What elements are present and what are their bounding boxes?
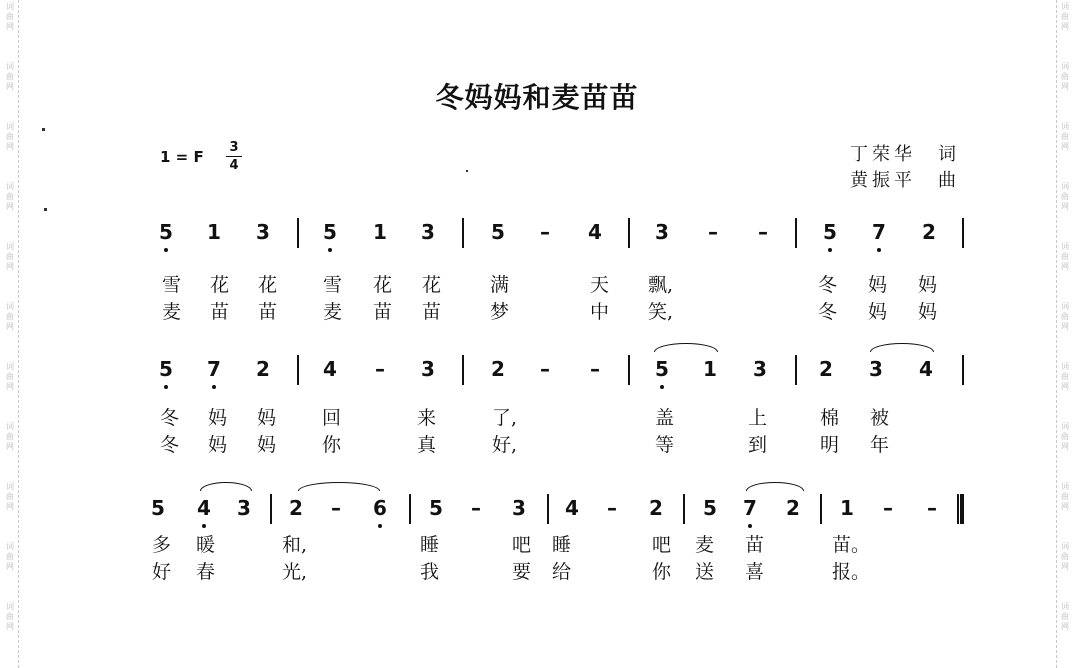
lyric-verse1: 麦	[695, 534, 715, 556]
note: 5	[151, 496, 165, 520]
note: 6	[373, 496, 387, 520]
watermark-char: 曲	[1061, 12, 1069, 21]
lyric-verse2: 冬	[818, 301, 838, 323]
lyric-verse1: 妈	[918, 274, 938, 296]
lyric-verse1: 满	[490, 274, 510, 296]
low-octave-dot	[328, 248, 332, 252]
watermark-char: 网	[1061, 382, 1069, 391]
watermark-char: 网	[1061, 442, 1069, 451]
note: 5	[703, 496, 717, 520]
time-signature	[226, 140, 242, 173]
barline	[962, 218, 964, 248]
final-barline	[960, 494, 964, 524]
note: –	[590, 357, 600, 381]
low-octave-dot	[877, 248, 881, 252]
watermark-char: 曲	[1061, 252, 1069, 261]
watermark-char: 网	[6, 82, 14, 91]
note: 3	[869, 357, 883, 381]
note: 5	[823, 220, 837, 244]
note: 3	[256, 220, 270, 244]
lyric-verse2: 送	[695, 561, 715, 583]
watermark-char: 词	[1061, 542, 1069, 551]
watermark-char: 词	[1061, 482, 1069, 491]
watermark-char: 词	[1061, 122, 1069, 131]
note: 4	[323, 357, 337, 381]
lyric-verse2: 我	[420, 561, 440, 583]
watermark-char: 网	[6, 262, 14, 271]
lyric-verse1: 妈	[257, 407, 277, 429]
watermark-char: 曲	[6, 132, 14, 141]
watermark-char: 网	[1061, 502, 1069, 511]
watermark-char: 网	[1061, 22, 1069, 31]
lyric-verse2: 麦	[162, 301, 182, 323]
lyric-verse2: 你	[652, 561, 672, 583]
note: –	[708, 220, 718, 244]
lyric-verse1: 多	[152, 534, 172, 556]
barline	[820, 494, 822, 524]
lyric-verse1: 花	[373, 274, 393, 296]
barline	[297, 355, 299, 385]
lyric-verse2: 好,	[492, 434, 518, 456]
lyric-verse1: 盖	[655, 407, 675, 429]
watermark-char: 网	[6, 22, 14, 31]
low-octave-dot	[164, 248, 168, 252]
lyric-verse2: 妈	[868, 301, 888, 323]
lyric-verse2: 等	[655, 434, 675, 456]
note: 3	[421, 357, 435, 381]
note: 5	[159, 357, 173, 381]
watermark-char: 词	[6, 542, 14, 551]
watermark-char: 网	[6, 322, 14, 331]
watermark-char: 网	[1061, 82, 1069, 91]
note: 7	[743, 496, 757, 520]
lyric-verse2: 苗	[258, 301, 278, 323]
lyric-verse2: 冬	[160, 434, 180, 456]
lyric-verse1: 雪	[323, 274, 343, 296]
note: –	[883, 496, 893, 520]
watermark-char: 词	[1061, 182, 1069, 191]
lyric-verse2: 苗	[210, 301, 230, 323]
barline	[462, 355, 464, 385]
watermark-char: 词	[1061, 302, 1069, 311]
barline	[628, 218, 630, 248]
watermark-char: 词	[6, 62, 14, 71]
lyric-verse1: 花	[422, 274, 442, 296]
watermark-char: 词	[6, 362, 14, 371]
lyric-verse1: 花	[258, 274, 278, 296]
lyric-verse1: 冬	[818, 274, 838, 296]
lyric-verse1: 来	[417, 407, 437, 429]
watermark-char: 曲	[6, 312, 14, 321]
note: 3	[753, 357, 767, 381]
lyric-verse1: 睡	[420, 534, 440, 556]
meter-bottom: 4	[229, 158, 239, 173]
note: –	[607, 496, 617, 520]
lyric-verse1: 吧	[652, 534, 672, 556]
lyric-verse1: 冬	[160, 407, 180, 429]
barline	[795, 355, 797, 385]
watermark-char: 词	[6, 302, 14, 311]
lyric-verse1: 回	[322, 407, 342, 429]
note: 1	[840, 496, 854, 520]
note: –	[375, 357, 385, 381]
lyric-verse1: 了,	[492, 407, 518, 429]
watermark-char: 网	[6, 502, 14, 511]
note: –	[758, 220, 768, 244]
lyricist-credit: 丁荣华 词	[850, 144, 960, 165]
lyric-verse1: 妈	[868, 274, 888, 296]
note: 2	[256, 357, 270, 381]
watermark-char: 曲	[6, 192, 14, 201]
note: 2	[922, 220, 936, 244]
watermark-char: 网	[6, 622, 14, 631]
lyric-verse1: 苗	[745, 534, 765, 556]
slur	[654, 343, 718, 352]
watermark-char: 词	[6, 2, 14, 11]
composer-credit: 黄振平 曲	[850, 170, 960, 191]
watermark-char: 曲	[6, 72, 14, 81]
lyric-verse2: 苗	[373, 301, 393, 323]
watermark-char: 网	[1061, 142, 1069, 151]
watermark-char: 曲	[1061, 192, 1069, 201]
watermark-char: 网	[6, 562, 14, 571]
note: 2	[819, 357, 833, 381]
lyric-verse1: 暖	[196, 534, 216, 556]
lyric-verse2: 麦	[323, 301, 343, 323]
lyric-verse1: 妈	[208, 407, 228, 429]
watermark-char: 曲	[6, 252, 14, 261]
lyric-verse2: 笑,	[648, 301, 674, 323]
lyric-verse2: 给	[552, 561, 572, 583]
low-octave-dot	[828, 248, 832, 252]
watermark-char: 网	[6, 142, 14, 151]
lyric-verse2: 要	[512, 561, 532, 583]
low-octave-dot	[202, 524, 206, 528]
watermark-char: 曲	[1061, 72, 1069, 81]
note: –	[331, 496, 341, 520]
note: 2	[649, 496, 663, 520]
watermark-char: 曲	[6, 552, 14, 561]
note: 5	[655, 357, 669, 381]
watermark-char: 曲	[1061, 132, 1069, 141]
watermark-char: 曲	[6, 612, 14, 621]
note: –	[927, 496, 937, 520]
watermark-char: 网	[1061, 562, 1069, 571]
lyric-verse1: 棉	[820, 407, 840, 429]
low-octave-dot	[378, 524, 382, 528]
lyric-verse2: 光,	[282, 561, 308, 583]
note: 3	[512, 496, 526, 520]
stray-mark	[44, 208, 47, 211]
watermark-char: 网	[1061, 202, 1069, 211]
watermark-char: 曲	[1061, 372, 1069, 381]
barline	[795, 218, 797, 248]
meter-top: 3	[229, 140, 239, 155]
watermark-char: 曲	[1061, 492, 1069, 501]
barline	[957, 494, 959, 524]
low-octave-dot	[164, 385, 168, 389]
lyric-verse2: 年	[870, 434, 890, 456]
lyric-verse1: 苗。	[832, 534, 871, 556]
barline	[683, 494, 685, 524]
watermark-char: 词	[6, 422, 14, 431]
note: 2	[289, 496, 303, 520]
watermark-char: 词	[1061, 422, 1069, 431]
stray-mark	[466, 170, 468, 172]
note: 1	[207, 220, 221, 244]
watermark-char: 曲	[6, 432, 14, 441]
song-title: 冬妈妈和麦苗苗	[435, 81, 639, 114]
lyric-verse1: 睡	[552, 534, 572, 556]
note: 4	[919, 357, 933, 381]
slur	[298, 482, 380, 491]
watermark-char: 网	[1061, 622, 1069, 631]
lyric-verse2: 妈	[918, 301, 938, 323]
watermark-char: 词	[6, 602, 14, 611]
watermark-char: 词	[6, 242, 14, 251]
lyric-verse2: 妈	[257, 434, 277, 456]
note: 2	[491, 357, 505, 381]
lyric-verse1: 上	[748, 407, 768, 429]
lyric-verse2: 喜	[745, 561, 765, 583]
low-octave-dot	[660, 385, 664, 389]
watermark-char: 词	[6, 482, 14, 491]
lyric-verse2: 到	[748, 434, 768, 456]
lyric-verse2: 梦	[490, 301, 510, 323]
note: 4	[588, 220, 602, 244]
watermark-char: 曲	[1061, 612, 1069, 621]
watermark-char: 网	[1061, 262, 1069, 271]
barline	[462, 218, 464, 248]
low-octave-dot	[748, 524, 752, 528]
watermark-char: 词	[1061, 242, 1069, 251]
watermark-char: 词	[1061, 362, 1069, 371]
note: 3	[655, 220, 669, 244]
watermark-char: 词	[1061, 2, 1069, 11]
note: 5	[323, 220, 337, 244]
key-signature: 1 = F	[160, 148, 204, 166]
lyric-verse2: 好	[152, 561, 172, 583]
barline	[962, 355, 964, 385]
note: 5	[159, 220, 173, 244]
lyric-verse2: 妈	[208, 434, 228, 456]
note: 2	[786, 496, 800, 520]
watermark-char: 词	[1061, 602, 1069, 611]
slur	[870, 343, 934, 352]
note: 5	[429, 496, 443, 520]
note: 1	[703, 357, 717, 381]
note: 4	[197, 496, 211, 520]
barline	[270, 494, 272, 524]
lyric-verse2: 苗	[422, 301, 442, 323]
note: 5	[491, 220, 505, 244]
slur	[746, 482, 804, 491]
barline	[297, 218, 299, 248]
watermark-char: 网	[6, 382, 14, 391]
lyric-verse2: 真	[417, 434, 437, 456]
note: 3	[237, 496, 251, 520]
low-octave-dot	[212, 385, 216, 389]
watermark-char: 词	[6, 122, 14, 131]
lyric-verse2: 你	[322, 434, 342, 456]
watermark-char: 网	[1061, 322, 1069, 331]
note: 7	[872, 220, 886, 244]
note: –	[471, 496, 481, 520]
lyric-verse1: 飘,	[648, 274, 674, 296]
barline	[628, 355, 630, 385]
watermark-char: 曲	[6, 492, 14, 501]
lyric-verse1: 和,	[282, 534, 308, 556]
watermark-char: 曲	[6, 372, 14, 381]
stray-mark	[42, 128, 45, 131]
lyric-verse1: 雪	[162, 274, 182, 296]
note: –	[540, 357, 550, 381]
note: –	[540, 220, 550, 244]
watermark-char: 网	[6, 202, 14, 211]
watermark-char: 曲	[6, 12, 14, 21]
watermark-char: 曲	[1061, 312, 1069, 321]
lyric-verse2: 中	[590, 301, 610, 323]
lyric-verse1: 花	[210, 274, 230, 296]
watermark-char: 曲	[1061, 432, 1069, 441]
watermark-char: 网	[6, 442, 14, 451]
lyric-verse1: 吧	[512, 534, 532, 556]
watermark-char: 词	[1061, 62, 1069, 71]
lyric-verse2: 明	[820, 434, 840, 456]
note: 1	[373, 220, 387, 244]
slur	[200, 482, 252, 491]
note: 7	[207, 357, 221, 381]
barline	[409, 494, 411, 524]
watermark-char: 词	[6, 182, 14, 191]
note: 3	[421, 220, 435, 244]
lyric-verse2: 报。	[832, 561, 871, 583]
lyric-verse2: 春	[196, 561, 216, 583]
lyric-verse1: 被	[870, 407, 890, 429]
barline	[547, 494, 549, 524]
note: 4	[565, 496, 579, 520]
watermark-char: 曲	[1061, 552, 1069, 561]
lyric-verse1: 天	[590, 274, 610, 296]
